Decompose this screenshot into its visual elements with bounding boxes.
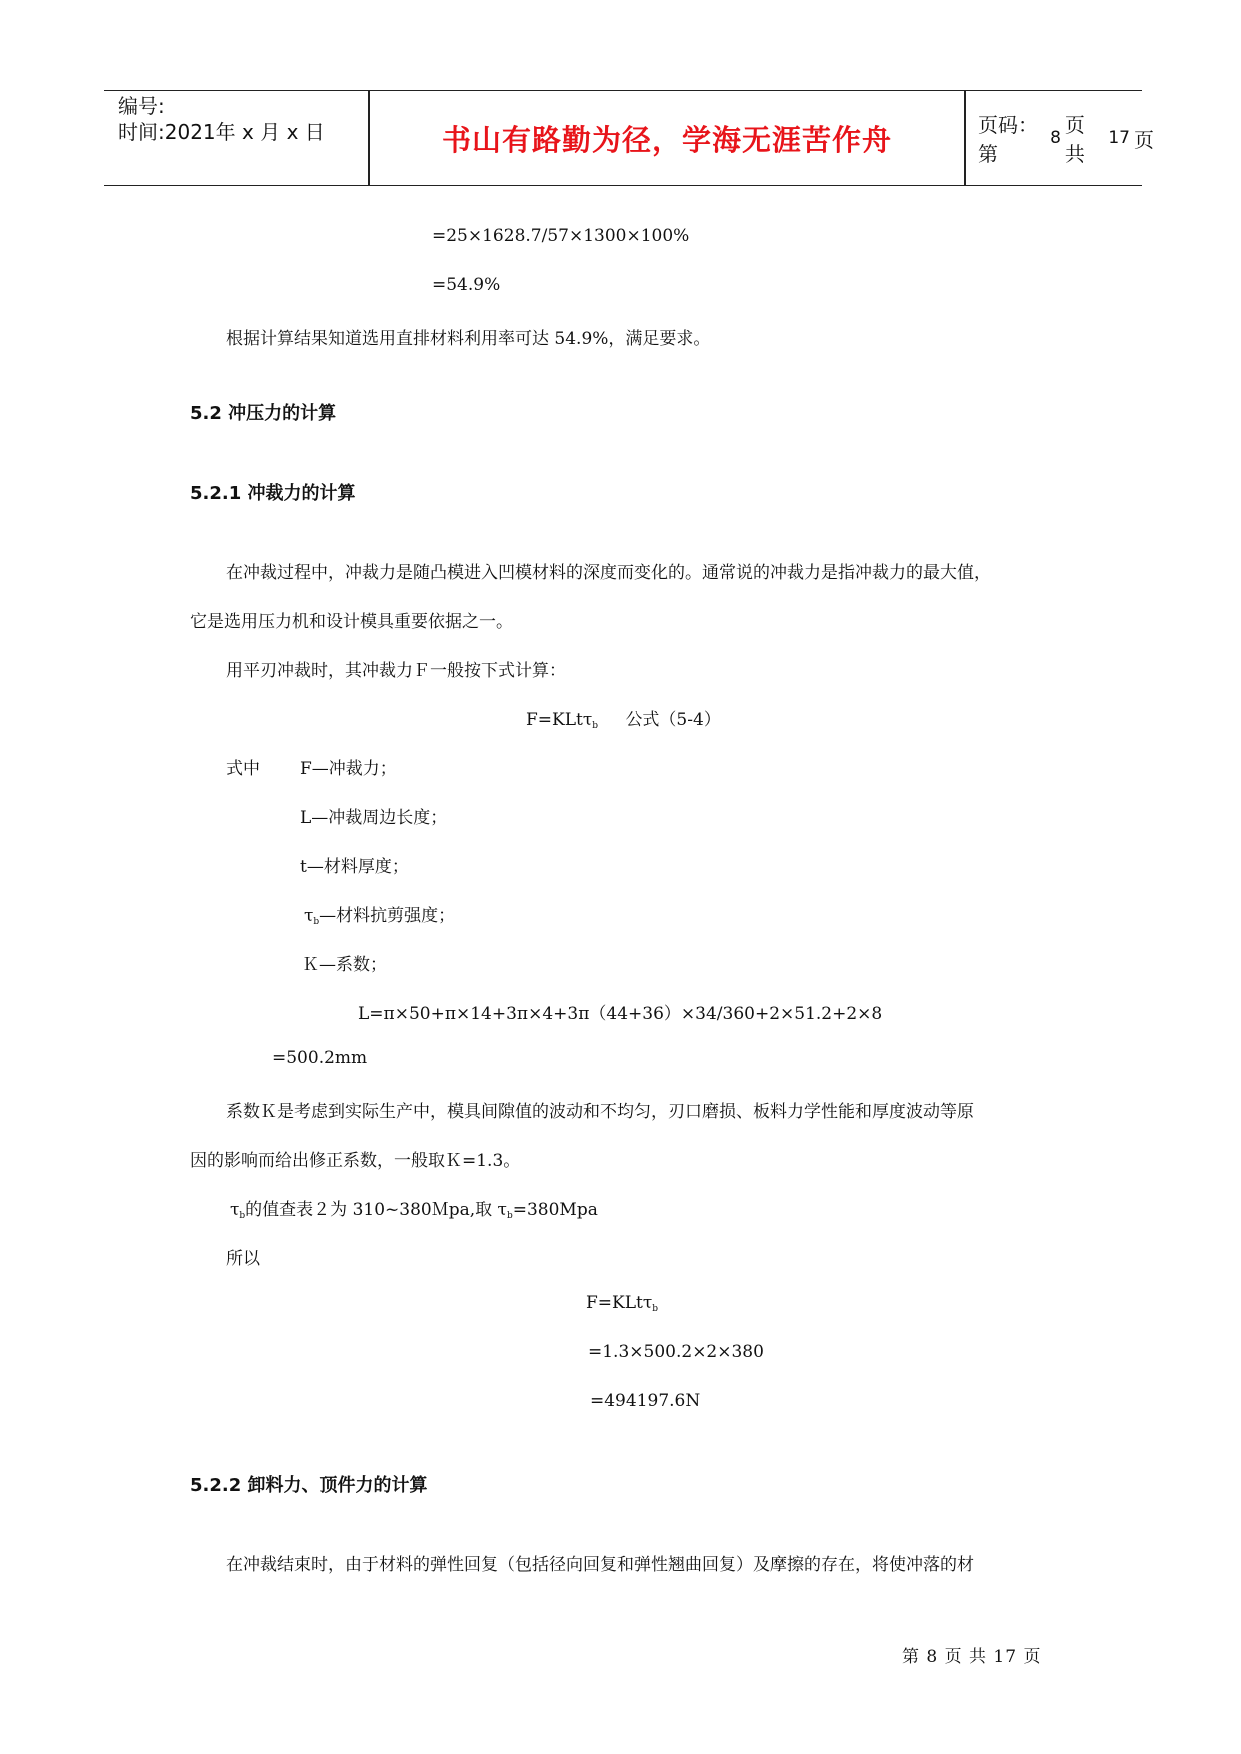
paragraph: 所以	[226, 1249, 260, 1269]
calculation-line: =494197.6N	[590, 1391, 701, 1411]
subsection-heading: 5.2.2 卸料力、顶件力的计算	[190, 1475, 428, 1496]
header-time-label: 时间:	[118, 120, 165, 144]
definition-subscript: b	[313, 917, 320, 927]
paragraph: 它是选用压力机和设计模具重要依据之一。	[190, 612, 513, 632]
header-page-mid: 页 共	[1064, 113, 1085, 166]
formula	[526, 705, 721, 731]
definition-item: F—冲裁力；	[300, 759, 397, 779]
header-time-year: 2021	[164, 120, 216, 144]
page-header	[104, 90, 1154, 186]
calculation-line	[586, 1293, 658, 1314]
paragraph: 在冲裁过程中，冲裁力是随凸模进入凹模材料的深度而变化的。通常说的冲裁力是指冲裁力的最大值，	[226, 563, 991, 583]
paragraph	[230, 1195, 598, 1221]
definition-item: t—材料厚度；	[300, 857, 409, 877]
formula-main: F=KLtτ	[526, 710, 593, 730]
definition-text: —材料抗剪强度；	[319, 906, 456, 926]
equation-line: =500.2mm	[272, 1048, 368, 1068]
header-number-label: 编号:	[118, 94, 165, 118]
header-meta	[104, 91, 368, 185]
formula-label: 公式（5-4）	[625, 710, 721, 730]
definition-symbol: τ	[304, 906, 314, 926]
inline-text: 的值查表２为 310~380Ｍpa,取 τ	[245, 1200, 507, 1220]
header-page-total: 17	[1108, 128, 1130, 148]
paragraph: 用平刃冲裁时，其冲裁力Ｆ一般按下式计算：	[226, 661, 566, 681]
paragraph: 在冲裁结束时，由于材料的弹性回复（包括径向回复和弹性翘曲回复）及摩擦的存在，将使冲落的材	[226, 1555, 974, 1575]
equation-line: =54.9%	[432, 275, 501, 295]
paragraph: 因的影响而给出修正系数，一般取Ｋ=1.3。	[190, 1151, 521, 1171]
header-time-rest: 年 x 月 x 日	[215, 120, 325, 144]
calculation-subscript: b	[652, 1304, 659, 1314]
definition-item: Ｋ—系数；	[302, 955, 387, 975]
subsection-heading: 5.2.1 冲裁力的计算	[190, 483, 356, 504]
paragraph: 系数Ｋ是考虑到实际生产中，模具间隙值的波动和不均匀，刃口磨损、板料力学性能和厚度波动等原	[226, 1102, 974, 1122]
inline-subscript: b	[506, 1211, 513, 1221]
inline-text: =380Mpa	[512, 1200, 598, 1220]
inline-subscript: b	[239, 1211, 246, 1221]
paragraph: 根据计算结果知道选用直排材料利用率可达 54.9%，满足要求。	[226, 329, 711, 349]
header-page-info	[966, 91, 1154, 185]
equation-line: L=π×50+π×14+3π×4+3π（44+36）×34/360+2×51.2+2×8	[358, 1004, 883, 1024]
formula-subscript: b	[592, 721, 599, 731]
inline-symbol: τ	[230, 1200, 240, 1220]
header-motto: 书山有路勤为径，学海无涯苦作舟	[441, 122, 892, 157]
section-heading: 5.2 冲压力的计算	[190, 403, 337, 424]
definition-item	[304, 901, 455, 927]
page-footer: 第 8 页 共 17 页	[902, 1647, 1042, 1667]
calculation-line: =1.3×500.2×2×380	[588, 1342, 764, 1362]
calculation-main: F=KLtτ	[586, 1293, 653, 1313]
header-page-prefix: 页码：第	[978, 113, 1038, 166]
where-label: 式中	[226, 759, 260, 779]
header-page-num: 8	[1050, 128, 1061, 148]
equation-line: =25×1628.7/57×1300×100%	[432, 226, 690, 246]
definition-item: L—冲裁周边长度；	[300, 808, 448, 828]
header-page-suffix: 页	[1134, 127, 1154, 152]
header-time	[104, 119, 368, 145]
